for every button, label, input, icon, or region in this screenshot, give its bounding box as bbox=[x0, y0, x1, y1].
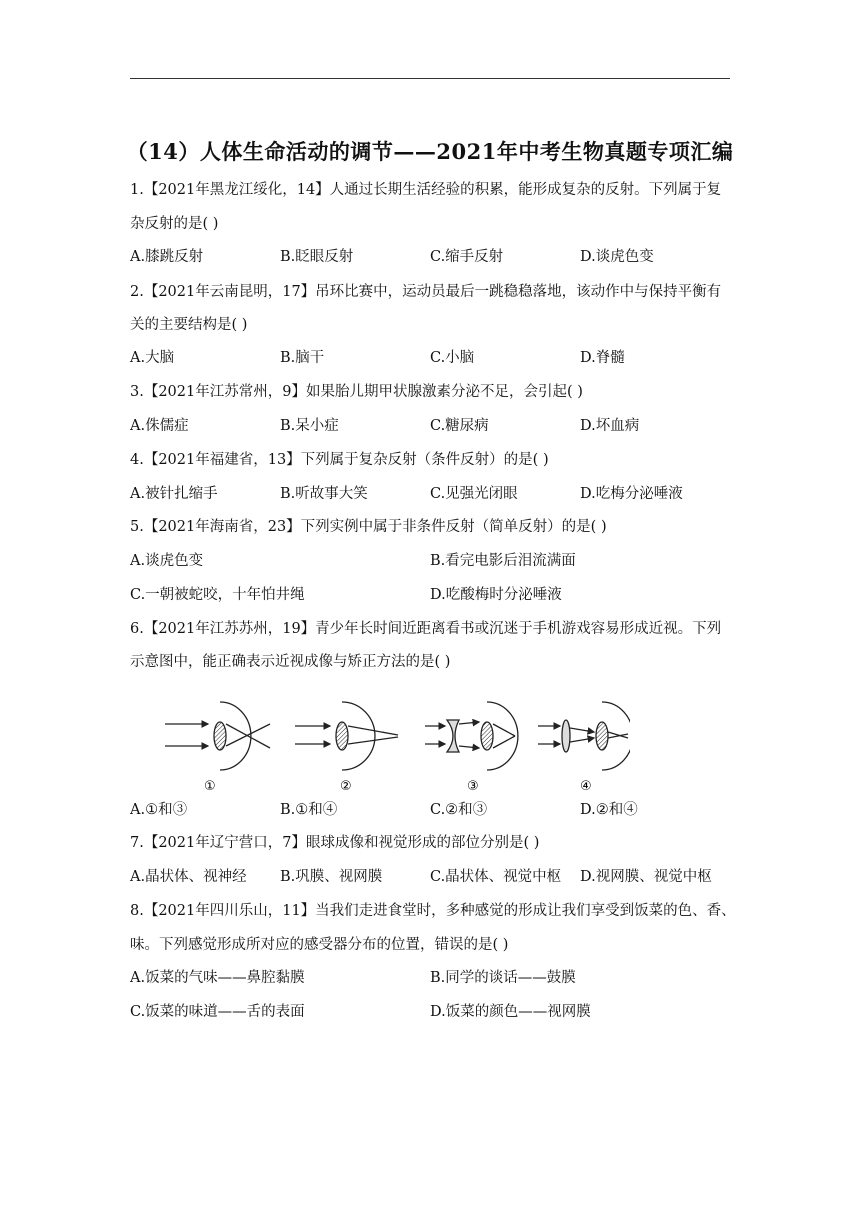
question-6-option-b: B.①和④ bbox=[280, 802, 338, 818]
question-2-line-1: 2.【2021年云南昆明，17】吊环比赛中，运动员最后一跳稳稳落地，该动作中与保持平衡有 bbox=[130, 284, 722, 300]
question-5-option-a: A.谈虎色变 bbox=[130, 553, 204, 569]
question-7-line-1: 7.【2021年辽宁营口，7】眼球成像和视觉形成的部位分别是( ) bbox=[130, 835, 540, 851]
figure-label-2: ② bbox=[340, 779, 352, 794]
question-4-option-a: A.被针扎缩手 bbox=[130, 486, 218, 502]
question-2-option-b: B.脑干 bbox=[280, 350, 325, 366]
question-5-option-b: B.看完电影后泪流满面 bbox=[430, 553, 576, 569]
question-3-option-a: A.侏儒症 bbox=[130, 418, 189, 434]
question-8-option-a: A.饭菜的气味——鼻腔黏膜 bbox=[130, 970, 305, 986]
eye-diagrams-svg bbox=[160, 686, 630, 796]
question-8-line-1: 8.【2021年四川乐山，11】当我们走进食堂时，多种感觉的形成让我们享受到饭菜的色、香、 bbox=[130, 903, 736, 919]
eye-diagram-4 bbox=[538, 702, 630, 770]
question-8-option-b: B.同学的谈话——鼓膜 bbox=[430, 970, 576, 986]
question-1-option-d: D.谈虎色变 bbox=[580, 249, 654, 265]
figure-label-1: ① bbox=[204, 779, 216, 794]
question-4-line-1: 4.【2021年福建省，13】下列属于复杂反射（条件反射）的是( ) bbox=[130, 452, 549, 468]
question-4-option-b: B.听故事大笑 bbox=[280, 486, 368, 502]
figure-label-3: ③ bbox=[467, 779, 479, 794]
eye-diagram-1 bbox=[165, 702, 270, 770]
question-2-line-2: 关的主要结构是( ) bbox=[130, 317, 248, 333]
question-3-option-c: C.糖尿病 bbox=[430, 418, 489, 434]
question-6-line-2: 示意图中，能正确表示近视成像与矫正方法的是( ) bbox=[130, 654, 451, 670]
question-7-option-b: B.巩膜、视网膜 bbox=[280, 869, 383, 885]
eye-diagrams-figure bbox=[160, 686, 630, 796]
question-3-line-1: 3.【2021年江苏常州，9】如果胎儿期甲状腺激素分泌不足，会引起( ) bbox=[130, 384, 583, 400]
question-6-option-d: D.②和④ bbox=[580, 802, 638, 818]
page-title: （14）人体生命活动的调节——2021年中考生物真题专项汇编 bbox=[126, 139, 734, 164]
question-2-option-d: D.脊髓 bbox=[580, 350, 625, 366]
question-6-line-1: 6.【2021年江苏苏州，19】青少年长时间近距离看书或沉迷于手机游戏容易形成近视。下列 bbox=[130, 621, 722, 637]
question-1-option-b: B.眨眼反射 bbox=[280, 249, 354, 265]
question-8-option-d: D.饭菜的颜色——视网膜 bbox=[430, 1004, 591, 1020]
question-8-line-2: 味。下列感觉形成所对应的感受器分布的位置，错误的是( ) bbox=[130, 937, 509, 953]
question-4-option-d: D.吃梅分泌唾液 bbox=[580, 486, 683, 502]
eye-diagram-2 bbox=[295, 702, 398, 770]
question-8-option-c: C.饭菜的味道——舌的表面 bbox=[130, 1004, 305, 1020]
question-6-option-a: A.①和③ bbox=[130, 802, 188, 818]
question-1-option-c: C.缩手反射 bbox=[430, 249, 504, 265]
question-2-option-a: A.大脑 bbox=[130, 350, 175, 366]
figure-label-4: ④ bbox=[580, 779, 592, 794]
question-7-option-a: A.晶状体、视神经 bbox=[130, 869, 247, 885]
eye-diagram-3 bbox=[425, 702, 518, 770]
question-7-option-c: C.晶状体、视觉中枢 bbox=[430, 869, 562, 885]
question-3-option-b: B.呆小症 bbox=[280, 418, 339, 434]
question-4-option-c: C.见强光闭眼 bbox=[430, 486, 518, 502]
question-5-option-d: D.吃酸梅时分泌唾液 bbox=[430, 587, 562, 603]
question-2-option-c: C.小脑 bbox=[430, 350, 475, 366]
question-6-option-c: C.②和③ bbox=[430, 802, 488, 818]
question-5-line-1: 5.【2021年海南省，23】下列实例中属于非条件反射（简单反射）的是( ) bbox=[130, 519, 607, 535]
question-5-option-c: C.一朝被蛇咬，十年怕井绳 bbox=[130, 587, 305, 603]
question-1-line-1: 1.【2021年黑龙江绥化，14】人通过长期生活经验的积累，能形成复杂的反射。下列属于复 bbox=[130, 182, 722, 198]
question-7-option-d: D.视网膜、视觉中枢 bbox=[580, 869, 712, 885]
header-rule bbox=[130, 78, 730, 79]
question-3-option-d: D.坏血病 bbox=[580, 418, 640, 434]
question-1-option-a: A.膝跳反射 bbox=[130, 249, 204, 265]
question-1-line-2: 杂反射的是( ) bbox=[130, 216, 219, 232]
